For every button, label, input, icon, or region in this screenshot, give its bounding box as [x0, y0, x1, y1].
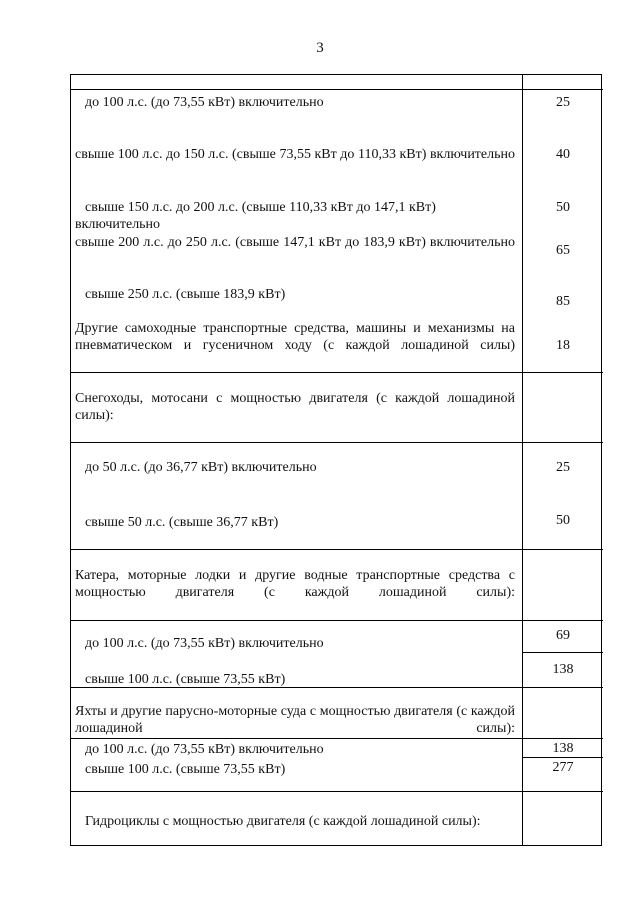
row-divider [71, 620, 603, 621]
row-divider [71, 89, 603, 90]
row-description: свыше 200 л.с. до 250 л.с. (свыше 147,1 кВт до 183,9 кВт) включительно [75, 235, 515, 250]
row-description: до 100 л.с. (до 73,55 кВт) включительно [85, 636, 324, 651]
row-description: до 100 л.с. (до 73,55 кВт) включительно [85, 742, 324, 757]
row-divider [71, 791, 603, 792]
tax-rate-table [70, 74, 602, 846]
row-divider [522, 757, 603, 758]
page-number: 3 [316, 40, 324, 56]
row-divider [522, 652, 603, 653]
section-heading: Катера, моторные лодки и другие водные транспортные средства с мощностью двигателя (с каждой лошадиной силы): [75, 568, 515, 600]
row-description: свыше 100 л.с. до 150 л.с. (свыше 73,55 кВт до 110,33 кВт) включительно [75, 147, 515, 162]
row-description: до 100 л.с. (до 73,55 кВт) включительно [85, 95, 324, 110]
row-value: 65 [556, 243, 570, 258]
row-value: 40 [556, 147, 570, 162]
section-heading: Снегоходы, мотосани с мощностью двигателя (с каждой лошадиной силы): [75, 391, 515, 423]
section-heading: Яхты и другие парусно-моторные суда с мощностью двигателя (с каждой лошадиной силы): [75, 704, 515, 736]
row-value: 138 [552, 662, 574, 677]
row-value: 25 [556, 95, 570, 110]
row-value: 138 [552, 741, 574, 756]
section-heading: Гидроциклы с мощностью двигателя (с каждой лошадиной силы): [85, 814, 481, 829]
row-description: свыше 250 л.с. (свыше 183,9 кВт) [85, 287, 286, 302]
row-value: 18 [556, 338, 570, 353]
row-description: свыше 100 л.с. (свыше 73,55 кВт) [85, 672, 286, 687]
row-divider [71, 442, 603, 443]
row-description: свыше 100 л.с. (свыше 73,55 кВт) [85, 762, 286, 777]
row-description: Другие самоходные транспортные средства, машины и механизмы на пневматическом и гусеничном ходу (с каждой лошадиной силы) [75, 321, 515, 353]
row-value: 277 [552, 760, 574, 775]
row-value: 50 [556, 200, 570, 215]
row-divider [71, 372, 603, 373]
row-value: 25 [556, 460, 570, 475]
row-description: свыше 150 л.с. до 200 л.с. (свыше 110,33 кВт до 147,1 кВт) включительно [75, 200, 436, 232]
row-divider [71, 549, 603, 550]
row-divider [71, 738, 603, 739]
row-value: 85 [556, 294, 570, 309]
row-value: 50 [556, 513, 570, 528]
row-description: свыше 50 л.с. (свыше 36,77 кВт) [85, 515, 279, 530]
row-description: до 50 л.с. (до 36,77 кВт) включительно [85, 460, 317, 475]
row-value: 69 [556, 628, 570, 643]
